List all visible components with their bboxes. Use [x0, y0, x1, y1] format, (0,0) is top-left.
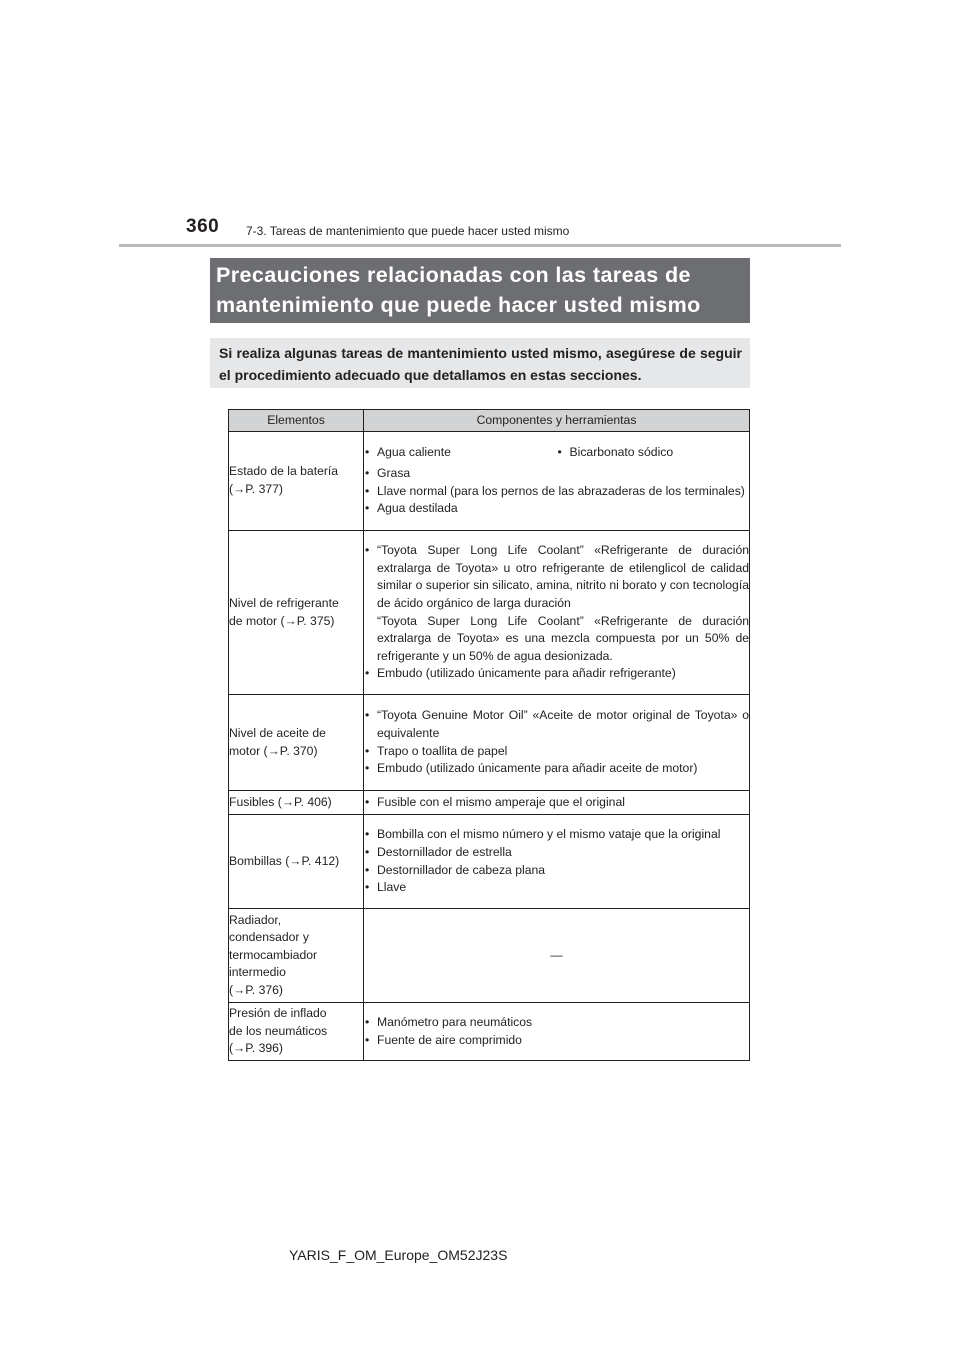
section-header: 7-3. Tareas de mantenimiento que puede hacer usted mismo	[246, 224, 570, 238]
column-header-elements: Elementos	[229, 410, 364, 432]
item-note: “Toyota Super Long Life Coolant” «Refrigerante de duración extralarga de Toyota» es una mezcla compuesta por un 50% de refrigerante y un 50% de agua desionizada.	[377, 613, 749, 663]
list-item: • Agua destilada	[364, 500, 749, 518]
element-page-ref: de motor (→P. 375)	[229, 613, 335, 628]
header-rule	[119, 244, 841, 247]
element-page-ref: Bombillas (→P. 412)	[229, 853, 340, 868]
list-item: • Grasa	[364, 465, 749, 483]
element-line: Nivel de aceite de	[229, 725, 326, 740]
list-item	[364, 542, 749, 665]
list-item: • Bombilla con el mismo número y el mismo vataje que la original	[364, 826, 749, 844]
element-cell	[229, 909, 364, 1003]
table-row	[229, 815, 750, 909]
title-line-1: Precauciones relacionadas con las tareas de	[216, 263, 691, 287]
element-cell	[229, 815, 364, 909]
components-cell	[364, 815, 750, 909]
element-page-ref: Fusibles (→P. 406)	[229, 794, 332, 809]
components-cell	[364, 531, 750, 695]
list-item: • Bicarbonato sódico	[557, 444, 750, 462]
list-item: • Llave normal (para los pernos de las abrazaderas de los terminales)	[364, 483, 749, 501]
column-header-components: Componentes y herramientas	[364, 410, 750, 432]
element-cell	[229, 531, 364, 695]
element-line: termocambiador	[229, 947, 318, 962]
list-item: • Agua caliente	[364, 444, 557, 462]
table-row	[229, 909, 750, 1003]
element-page-ref: (→P. 376)	[229, 982, 283, 997]
list-item: • “Toyota Genuine Motor Oil” «Aceite de motor original de Toyota» o equivalente	[364, 707, 749, 742]
element-line: condensador y	[229, 930, 309, 945]
components-cell	[364, 695, 750, 791]
components-cell	[364, 432, 750, 531]
element-line: Radiador,	[229, 912, 282, 927]
list-item: • Embudo (utilizado únicamente para añadir aceite de motor)	[364, 760, 749, 778]
page-number: 360	[186, 216, 220, 237]
empty-dash-cell: —	[364, 909, 750, 1003]
element-line: intermedio	[229, 965, 286, 980]
list-item: • Llave	[364, 879, 749, 897]
element-line: Nivel de refrigerante	[229, 595, 339, 610]
components-cell	[364, 791, 750, 815]
list-item: • Fusible con el mismo amperaje que el original	[364, 794, 749, 812]
element-cell	[229, 695, 364, 791]
list-item: • Manómetro para neumáticos	[364, 1014, 749, 1032]
intro-text: Si realiza algunas tareas de mantenimiento usted mismo, asegúrese de seguir el procedimiento adecuado que detallamos en estas secciones.	[210, 338, 750, 388]
list-item: • Trapo o toallita de papel	[364, 743, 749, 761]
element-cell	[229, 1003, 364, 1061]
list-item: • Fuente de aire comprimido	[364, 1032, 749, 1050]
element-cell	[229, 791, 364, 815]
element-line: Presión de inflado	[229, 1006, 327, 1021]
element-cell	[229, 432, 364, 531]
page-title	[210, 258, 750, 323]
element-page-ref: motor (→P. 370)	[229, 743, 318, 758]
table-row	[229, 1003, 750, 1061]
title-line-2: mantenimiento que puede hacer usted mismo	[216, 293, 701, 317]
table-row	[229, 432, 750, 531]
list-item: • Destornillador de estrella	[364, 844, 749, 862]
element-page-ref: (→P. 377)	[229, 482, 283, 496]
table-header-row	[229, 410, 750, 432]
table-row	[229, 531, 750, 695]
list-item: • Embudo (utilizado únicamente para añadir refrigerante)	[364, 665, 749, 683]
element-page-ref: (→P. 396)	[229, 1041, 283, 1056]
maintenance-table	[228, 409, 750, 1061]
element-line: de los neumáticos	[229, 1023, 328, 1038]
element-line: Estado de la batería	[229, 464, 339, 479]
list-item: • Destornillador de cabeza plana	[364, 862, 749, 880]
table-row	[229, 791, 750, 815]
item-text: • “Toyota Super Long Life Coolant” «Refrigerante de duración extralarga de Toyota» u otro refrigerante de etilenglicol de calidad similar o superior sin silicato, amina, nitrito ni borato y con tecnología de ácido orgánico de larga duración	[377, 543, 749, 610]
document-code-footer: YARIS_F_OM_Europe_OM52J23S	[289, 1247, 508, 1263]
table-row	[229, 695, 750, 791]
components-cell	[364, 1003, 750, 1061]
